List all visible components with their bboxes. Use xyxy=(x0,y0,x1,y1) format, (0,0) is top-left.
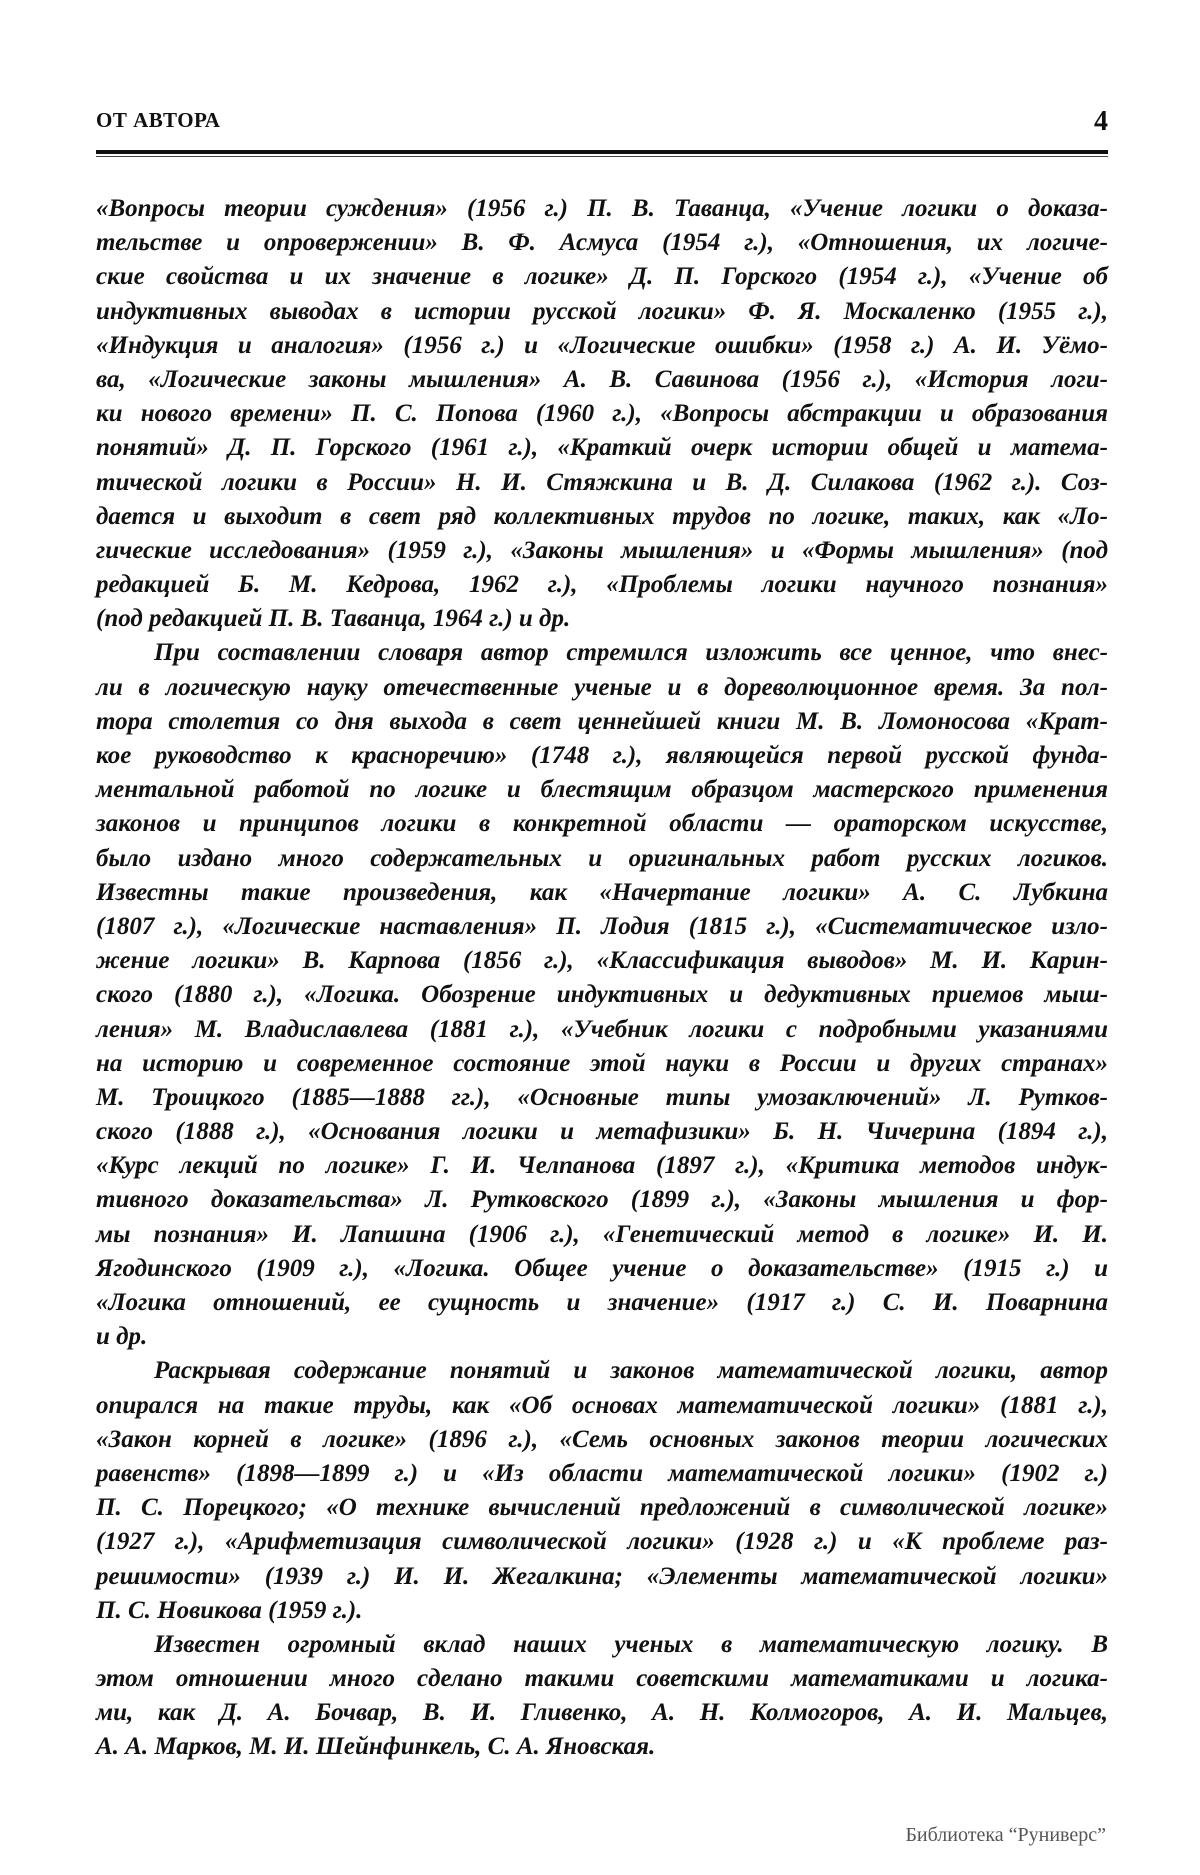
text-line: ки нового времени» П. С. Попова (1960 г.), «Вопросы абстракции и образования xyxy=(96,400,1108,428)
text-line: ментальной работой по логике и блестящим образцом мастерского применения xyxy=(96,776,1108,804)
text-line: ва, «Логические законы мышления» А. В. Савинова (1956 г.), «История логи- xyxy=(96,365,1108,393)
text-line: тельстве и опровержении» В. Ф. Асмуса (1954 г.), «Отношения, их логиче- xyxy=(96,229,1108,257)
text-line: Известен огромный вклад наших ученых в математическую логику. В xyxy=(154,1630,1108,1658)
text-line: А. А. Марков, М. И. Шейнфинкель, С. А. Яновская. xyxy=(96,1733,656,1761)
text-line: равенств» (1898—1899 г.) и «Из области математической логики» (1902 г.) xyxy=(96,1459,1108,1487)
text-line: понятий» Д. П. Горского (1961 г.), «Краткий очерк истории общей и матема- xyxy=(96,434,1108,462)
section-title: ОТ АВТОРА xyxy=(96,108,221,132)
text-line: «Индукция и аналогия» (1956 г.) и «Логические ошибки» (1958 г.) А. И. Уёмо- xyxy=(96,331,1108,359)
text-line: тической логики в России» Н. И. Стяжкина и В. Д. Силакова (1962 г.). Соз- xyxy=(96,468,1108,496)
text-line: мы познания» И. Лапшина (1906 г.), «Генетический метод в логике» И. И. xyxy=(96,1220,1108,1248)
text-line: кое руководство к красноречию» (1748 г.), являющейся первой русской фунда- xyxy=(96,742,1108,769)
text-line: гические исследования» (1959 г.), «Законы мышления» и «Формы мышления» (под xyxy=(96,536,1108,564)
text-line: М. Троицкого (1885—1888 гг.), «Основные типы умозаключений» Л. Рутков- xyxy=(96,1083,1108,1111)
paragraph xyxy=(96,192,1108,636)
text-line: «Курс лекций по логике» Г. И. Челпанова (1897 г.), «Критика методов индук- xyxy=(96,1152,1108,1180)
text-line: редакцией Б. М. Кедрова, 1962 г.), «Проблемы логики научного познания» xyxy=(96,571,1108,599)
text-line: «Вопросы теории суждения» (1956 г.) П. В. Таванца, «Учение логики о доказа- xyxy=(96,195,1108,222)
library-watermark: Библиотека “Руниверс” xyxy=(905,1824,1106,1846)
text-line: жение логики» В. Карпова (1856 г.), «Классификация выводов» М. И. Карин- xyxy=(96,947,1108,975)
text-line: опирался на такие труды, как «Об основах математической логики» (1881 г.), xyxy=(96,1391,1108,1419)
text-line: Известны такие произведения, как «Начертание логики» А. С. Лубкина xyxy=(96,878,1108,906)
text-line: Ягодинского (1909 г.), «Логика. Общее учение о доказательстве» (1915 г.) и xyxy=(96,1254,1108,1282)
text-line: на историю и современное состояние этой науки в России и других странах» xyxy=(96,1049,1108,1077)
text-line: тивного доказательства» Л. Рутковского (1899 г.), «Законы мышления и фор- xyxy=(96,1186,1108,1214)
text-line: (под редакцией П. В. Таванца, 1964 г.) и др. xyxy=(96,605,571,633)
text-line: и др. xyxy=(96,1323,148,1351)
paragraph xyxy=(96,1354,1108,1628)
page-number: 4 xyxy=(1094,106,1108,137)
text-line: (1927 г.), «Арифметизация символической логики» (1928 г.) и «К проблеме раз- xyxy=(96,1528,1108,1556)
text-line: ского (1880 г.), «Логика. Обозрение индуктивных и дедуктивных приемов мыш- xyxy=(96,981,1108,1009)
header-rule-thin xyxy=(96,156,1108,157)
paragraph xyxy=(96,1628,1108,1765)
running-header xyxy=(96,108,1108,144)
text-line: было издано много содержательных и оригинальных работ русских логиков. xyxy=(96,844,1108,872)
text-line: ми, как Д. А. Бочвар, В. И. Гливенко, А. Н. Колмогоров, А. И. Мальцев, xyxy=(96,1699,1108,1727)
text-line: ского (1888 г.), «Основания логики и метафизики» Б. Н. Чичерина (1894 г.), xyxy=(96,1118,1108,1146)
text-line: ли в логическую науку отечественные ученые и в дореволюционное время. За пол- xyxy=(96,673,1108,701)
text-line: Раскрывая содержание понятий и законов математической логики, автор xyxy=(154,1357,1108,1385)
text-line: «Логика отношений, ее сущность и значение» (1917 г.) С. И. Поварнина xyxy=(96,1289,1108,1316)
text-line: индуктивных выводах в истории русской логики» Ф. Я. Москаленко (1955 г.), xyxy=(96,297,1108,325)
paragraph xyxy=(96,636,1108,1354)
text-line: При составлении словаря автор стремился изложить все ценное, что внес- xyxy=(154,639,1108,667)
body-text xyxy=(96,192,1108,1765)
text-line: П. С. Новикова (1959 г.). xyxy=(96,1596,363,1624)
text-line: П. С. Порецкого; «О технике вычислений предложений в символической логике» xyxy=(96,1494,1108,1522)
text-line: (1807 г.), «Логические наставления» П. Лодия (1815 г.), «Систематическое изло- xyxy=(96,912,1108,940)
text-line: решимости» (1939 г.) И. И. Жегалкина; «Элементы математической логики» xyxy=(96,1562,1108,1590)
text-line: ления» М. Владиславлева (1881 г.), «Учебник логики с подробными указаниями xyxy=(96,1015,1108,1043)
header-rule xyxy=(96,150,1108,154)
text-line: ские свойства и их значение в логике» Д. П. Горского (1954 г.), «Учение об xyxy=(96,263,1108,291)
text-line: законов и принципов логики в конкретной области — ораторском искусстве, xyxy=(96,810,1108,838)
text-line: этом отношении много сделано такими советскими математиками и логика- xyxy=(96,1665,1108,1693)
text-line: дается и выходит в свет ряд коллективных трудов по логике, таких, как «Ло- xyxy=(96,502,1108,530)
text-line: тора столетия со дня выхода в свет ценнейшей книги М. В. Ломоносова «Крат- xyxy=(96,707,1108,735)
text-line: «Закон корней в логике» (1896 г.), «Семь основных законов теории логических xyxy=(96,1425,1108,1453)
